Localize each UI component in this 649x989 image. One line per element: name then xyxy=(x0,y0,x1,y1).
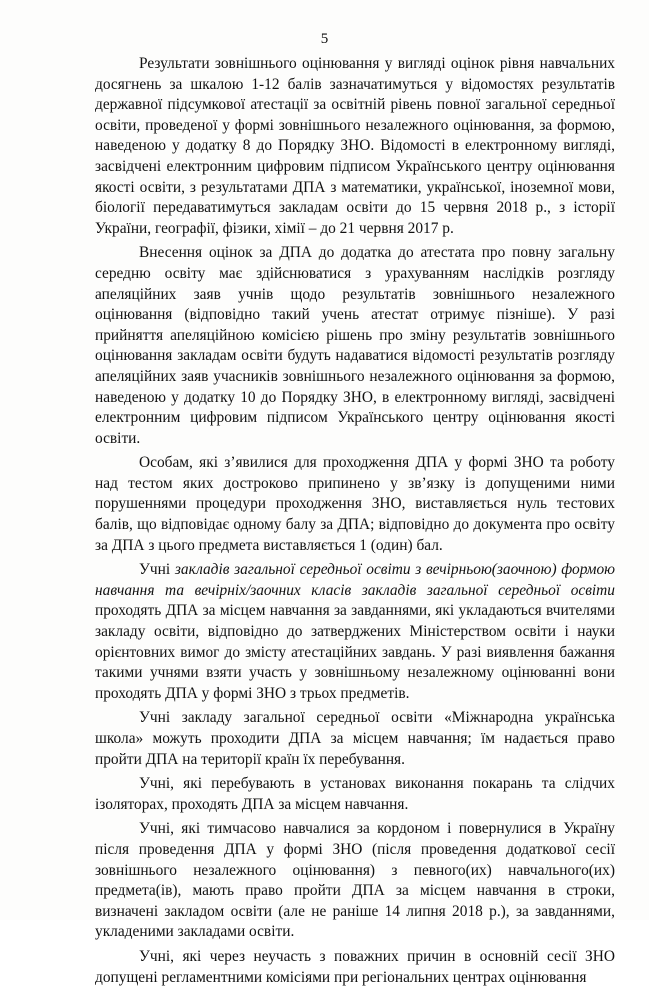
paragraph-violations: Особам, які з’явилися для проходження ДПА у формі ЗНО та роботу над тестом яких достроково припинено у зв’язку із допущеними ними порушеннями процедури проходження ЗНО, виставляється нуль тестових балів, що відповідає одному балу за ДПА; відповідно до документа про освіту за ДПА з цього предмета виставляється 1 (один) бал. xyxy=(95,454,615,554)
paragraph-appeals: Внесення оцінок за ДПА до додатка до атестата про повну загальну середню освіту має здійснюватися з урахуванням наслідків розгляду апеляційних заяв учнів щодо результатів зовнішнього незалежного оцінювання (відповідно такий учень атестат отримує пізніше). У разі прийняття апеляційною комісією рішень про зміну результатів зовнішнього оцінювання закладам освіти будуть надаватися відомості результатів розгляду апеляційних заяв учасників зовнішнього незалежного оцінювання за формою, наведеною у додатку 10 до Порядку ЗНО, в електронному вигляді, засвідчені електронним цифровим підписом Українського центру оцінювання якості освіти. xyxy=(95,244,615,447)
page-number: 5 xyxy=(320,31,329,47)
paragraph-missed-session: Учні, які через неучасть з поважних причин в основній сесії ЗНО допущені регламентними комісіями при регіональних центрах оцінювання xyxy=(95,947,615,986)
paragraph-penal-institutions: Учні, які перебувають в установах виконання покарань та слідчих ізоляторах, проходять ДПА за місцем навчання. xyxy=(95,775,615,813)
paragraph-rest: проходять ДПА за місцем навчання за завданнями, які укладаються вчителями закладу освіти, відповідно до затверджених Міністерством освіти і науки орієнтовних вимог до змісту атестаційних завдань. У разі виявлення бажання такими учнями взяти участь у зовнішньому незалежному оцінюванні вони проходять ДПА у формі ЗНО з трьох предметів. xyxy=(95,602,615,702)
paragraph-studied-abroad: Учні, які тимчасово навчалися за кордоном і повернулися в Україну після проведення ДПА у формі ЗНО (після проведення додаткової сесії зовнішнього незалежного оцінювання) з певного(их) навчального(их) предмета(ів), мають право пройти ДПА за місцем навчання в строки, визначені закладом освіти (але не раніше 14 липня 2018 р.), за завданнями, укладеними закладами освіти. xyxy=(95,820,615,941)
paragraph-zno-results: Результати зовнішнього оцінювання у вигляді оцінок рівня навчальних досягнень за шкалою 1-12 балів зазначатимуться у відомостях результатів державної підсумкової атестації за освітній рівень повної загальної середньої освіти, проведеної у формі зовнішнього незалежного оцінювання, за формою, наведеною у додатку 8 до Порядку ЗНО. Відомості в електронному вигляді, засвідчені електронним цифровим підписом Українського центру оцінювання якості освіти, з результатами ДПА з математики, української, іноземної мови, біології передаватимуться закладам освіти до 15 червня 2018 р., з історії України, географії, фізики, хімії – до 21 червня 2017 р. xyxy=(95,55,615,237)
document-body xyxy=(95,54,615,989)
paragraph-lead: Учні xyxy=(139,561,175,579)
paragraph-international-school: Учні закладу загальної середньої освіти «Міжнародна українська школа» можуть проходити ДПА за місцем навчання; їм надається право пройти ДПА на території країн їх перебування. xyxy=(95,709,615,768)
paragraph-evening-schools xyxy=(95,560,615,704)
paragraph-italic-phrase: закладів загальної середньої освіти з вечірньою(заочною) формою навчання та вечірніх/заочних класів закладів загальної середньої освіти xyxy=(95,561,616,599)
